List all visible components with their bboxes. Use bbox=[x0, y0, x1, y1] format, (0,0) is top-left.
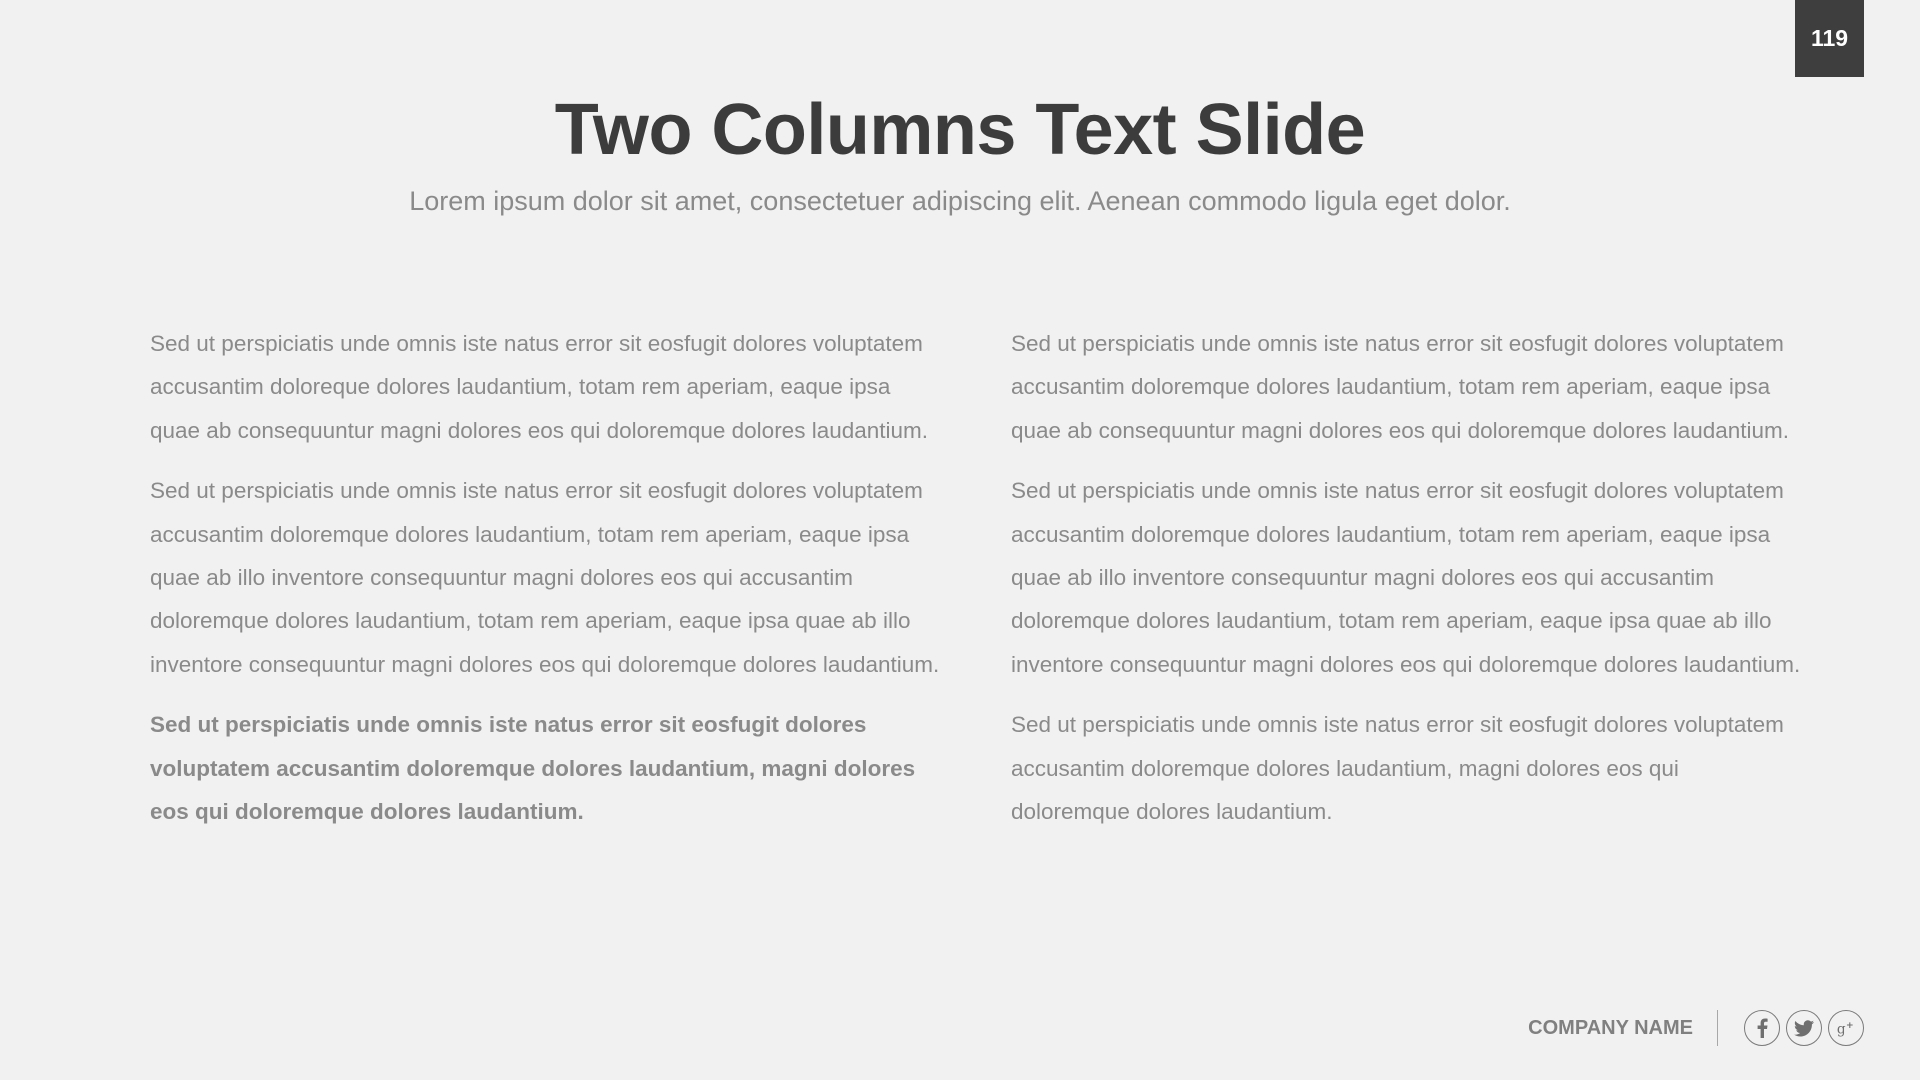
google-plus-icon[interactable] bbox=[1828, 1010, 1864, 1046]
footer bbox=[1528, 1008, 1864, 1048]
slide-title: Two Columns Text Slide bbox=[554, 90, 1366, 170]
left-text-column bbox=[150, 322, 940, 850]
facebook-icon[interactable] bbox=[1744, 1010, 1780, 1046]
company-name: COMPANY NAME bbox=[1528, 1016, 1693, 1039]
left-paragraph-2: Sed ut perspiciatis unde omnis iste natus error sit eosfugit dolores voluptatem accusantim doloremque dolores laudantium, totam rem aperiam, eaque ipsa quae ab illo inventore consequuntur magni dolores eos qui accusantim doloremque dolores laudantium, totam rem aperiam, eaque ipsa quae ab illo inventore consequuntur magni dolores eos qui doloremque dolores laudantium. bbox=[150, 478, 940, 677]
page-number-badge: 119 bbox=[1795, 0, 1864, 77]
footer-divider bbox=[1717, 1010, 1718, 1046]
left-paragraph-1: Sed ut perspiciatis unde omnis iste natus error sit eosfugit dolores voluptatem accusantim doloreque dolores laudantium, totam rem aperiam, eaque ipsa quae ab consequuntur magni dolores eos qui doloremque dolores laudantium. bbox=[150, 331, 929, 443]
slide-subtitle: Lorem ipsum dolor sit amet, consectetuer adipiscing elit. Aenean commodo ligula eget dolor. bbox=[409, 186, 1511, 216]
right-paragraph-3: Sed ut perspiciatis unde omnis iste natus error sit eosfugit dolores voluptatem accusantim doloremque dolores laudantium, magni dolores eos qui doloremque dolores laudantium. bbox=[1011, 712, 1784, 825]
left-paragraph-3: Sed ut perspiciatis unde omnis iste natus error sit eosfugit dolores voluptatem accusantim doloremque dolores laudantium, magni dolores eos qui doloremque dolores laudantium. bbox=[150, 712, 916, 825]
svg-text:g: g bbox=[1836, 1021, 1846, 1037]
right-paragraph-1: Sed ut perspiciatis unde omnis iste natus error sit eosfugit dolores voluptatem accusantim doloremque dolores laudantium, totam rem aperiam, eaque ipsa quae ab consequuntur magni dolores eos qui doloremque dolores laudantium. bbox=[1011, 331, 1790, 443]
right-text-column bbox=[1011, 322, 1801, 850]
right-paragraph-2: Sed ut perspiciatis unde omnis iste natus error sit eosfugit dolores voluptatem accusantim doloremque dolores laudantium, totam rem aperiam, eaque ipsa quae ab illo inventore consequuntur magni dolores eos qui accusantim doloremque dolores laudantium, totam rem aperiam, eaque ipsa quae ab illo inventore consequuntur magni dolores eos qui doloremque dolores laudantium. bbox=[1011, 478, 1801, 677]
twitter-icon[interactable] bbox=[1786, 1010, 1822, 1046]
svg-text:+: + bbox=[1846, 1021, 1854, 1031]
